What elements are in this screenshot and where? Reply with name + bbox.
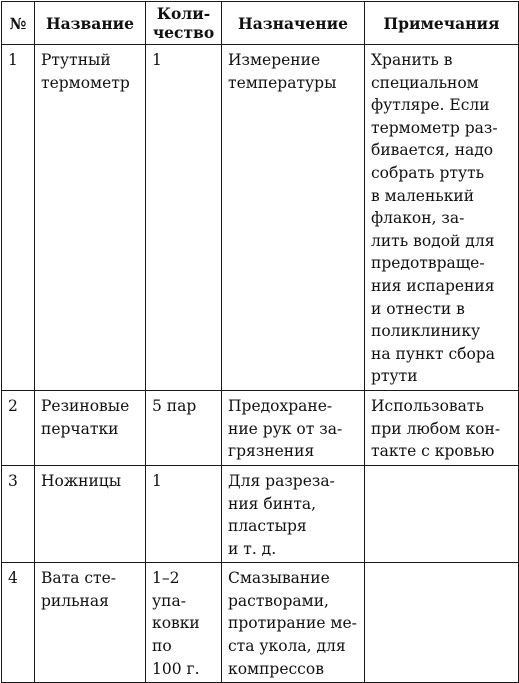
header-purpose: Назначение [222, 2, 365, 45]
cell-number: 4 [2, 563, 35, 683]
table-row [2, 563, 519, 683]
table-header-row [2, 2, 519, 45]
cell-notes: Хранить в специальном футляре. Если термометр раз- бивается, надо собрать ртуть в маленький флакон, за- лить водой для предотвраще- ния испарения и отнести в поликлинику на пункт сбора ртути [365, 45, 519, 391]
cell-name: Ртутный термометр [35, 45, 146, 391]
cell-purpose: Для разреза- ния бинта, пластыря и т. д. [222, 465, 365, 562]
cell-purpose: Предохране- ние рук от за- грязнения [222, 390, 365, 465]
cell-name: Ножницы [35, 465, 146, 562]
cell-number: 3 [2, 465, 35, 562]
cell-purpose: Смазывание растворами, протирание ме- ста укола, для компрессов [222, 563, 365, 683]
cell-quantity: 1 [146, 45, 222, 391]
header-quantity: Коли- чество [146, 2, 222, 45]
header-number: № [2, 2, 35, 45]
cell-quantity: 1 [146, 465, 222, 562]
table-row [2, 45, 519, 391]
cell-notes [365, 465, 519, 562]
table-row [2, 390, 519, 465]
cell-quantity: 5 пар [146, 390, 222, 465]
header-notes: Примечания [365, 2, 519, 45]
first-aid-kit-table [1, 1, 519, 683]
header-name: Название [35, 2, 146, 45]
cell-number: 2 [2, 390, 35, 465]
cell-notes [365, 563, 519, 683]
cell-number: 1 [2, 45, 35, 391]
table-row [2, 465, 519, 562]
cell-name: Резиновые перчатки [35, 390, 146, 465]
cell-name: Вата сте- рильная [35, 563, 146, 683]
cell-purpose: Измерение температуры [222, 45, 365, 391]
cell-notes: Использовать при любом кон- такте с кровью [365, 390, 519, 465]
cell-quantity: 1–2 упа- ковки по 100 г. [146, 563, 222, 683]
